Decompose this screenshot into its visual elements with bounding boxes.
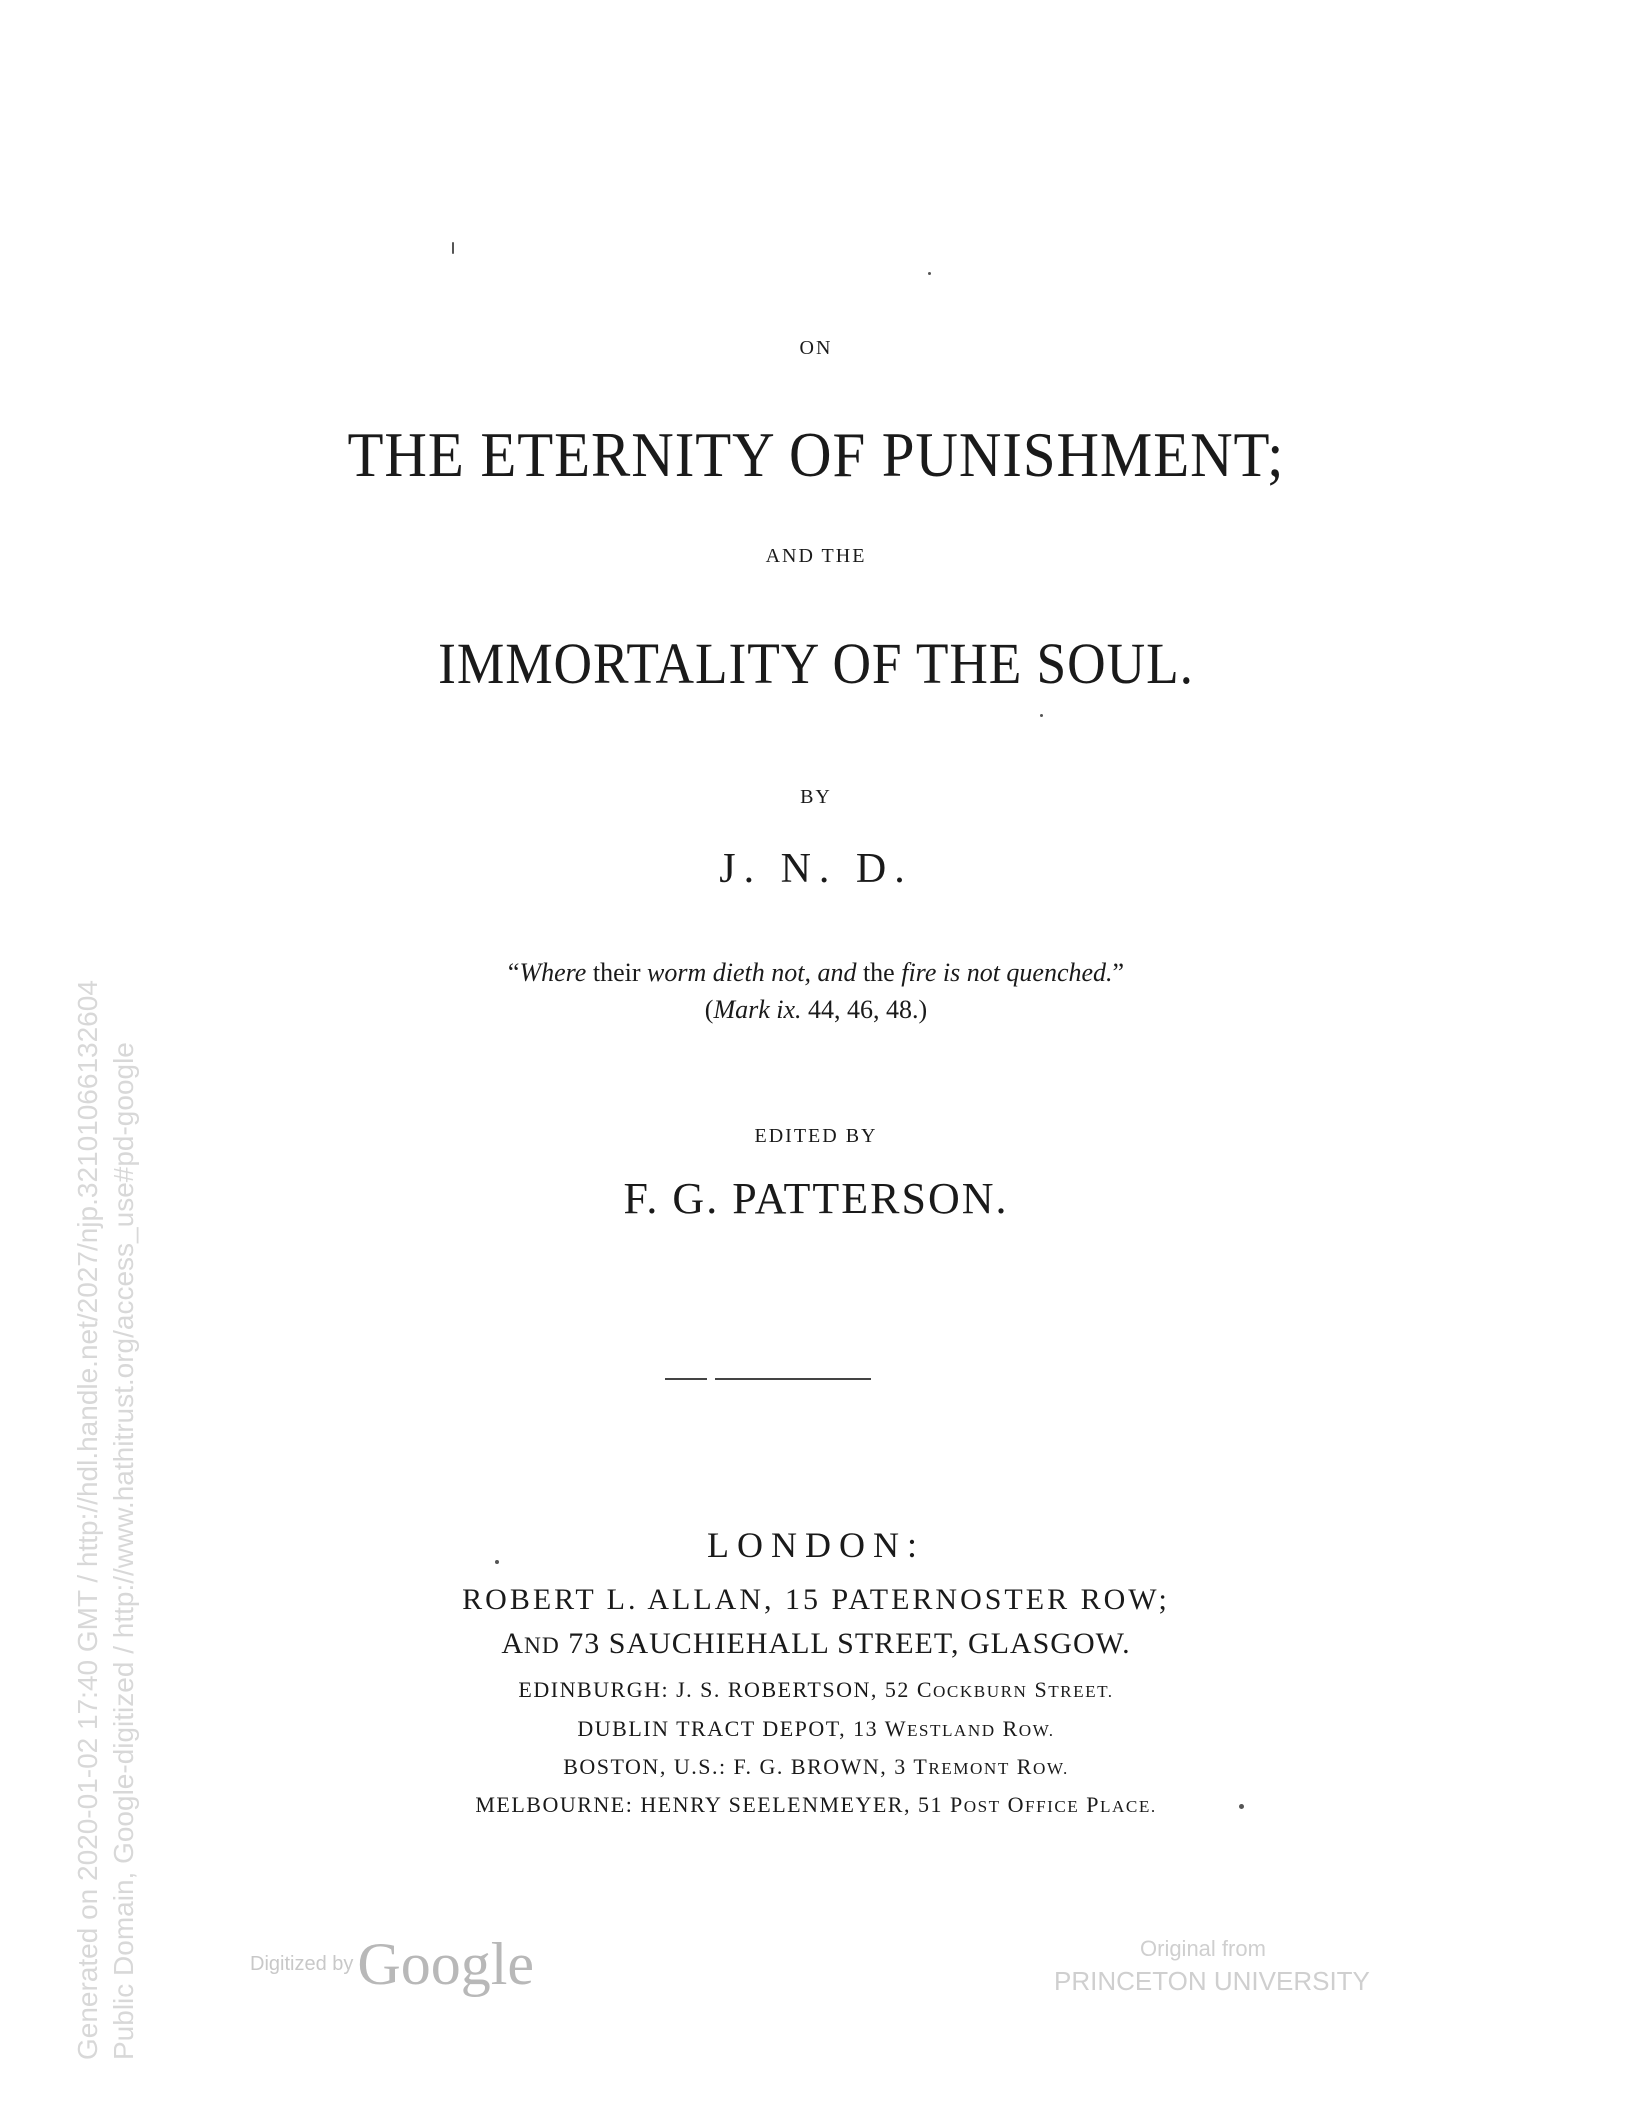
epigraph-word: Where (519, 958, 587, 987)
heading-edited-by: EDITED BY (754, 1125, 878, 1147)
epigraph-word: their (586, 958, 647, 987)
glasgow-and-initial: A (501, 1627, 524, 1660)
agent-smallcap-rest: ESTLAND (906, 1721, 996, 1740)
scan-speck (928, 272, 931, 275)
imprint-agent-dublin (0, 1716, 1632, 1742)
divider-rule (665, 1378, 871, 1380)
scan-speck (452, 242, 454, 254)
heading-on: ON (799, 337, 833, 359)
agent-smallcap-rest: OST (963, 1797, 1001, 1816)
author-initials: J. N. D. (719, 846, 913, 892)
glasgow-and-rest: ND (524, 1633, 560, 1659)
epigraph-word: worm dieth not, (647, 958, 811, 987)
agent-smallcap-initial: C (916, 1677, 934, 1702)
epigraph (0, 958, 1632, 988)
epigraph-word: and (817, 958, 857, 987)
agent-smallcap-initial: R (1016, 1754, 1033, 1779)
secondary-title: IMMORTALITY OF THE SOUL. (438, 631, 1194, 696)
imprint-agent-boston (0, 1754, 1632, 1780)
agent-smallcap-rest: TREET. (1048, 1682, 1114, 1701)
imprint-glasgow (0, 1627, 1632, 1661)
epigraph-word: the (856, 958, 902, 987)
agent-smallcap-initial: S (1034, 1677, 1049, 1702)
agent-smallcap-rest: REMONT (928, 1759, 1010, 1778)
main-title: THE ETERNITY OF PUNISHMENT; (347, 419, 1285, 490)
digitized-by-label: Digitized by (250, 1953, 354, 1975)
heading-by: BY (800, 786, 832, 808)
imprint-city: LONDON: (707, 1525, 925, 1565)
glasgow-address: 73 SAUCHIEHALL STREET, GLASGOW. (559, 1627, 1131, 1660)
imprint-agent-melbourne (0, 1792, 1632, 1818)
hathitrust-watermark (70, 980, 142, 2060)
agent-smallcap-initial: W (884, 1716, 907, 1741)
original-from-label: Original from (1140, 1936, 1266, 1961)
epigraph-reference (0, 995, 1632, 1025)
agent-lead-text: DUBLIN TRACT DEPOT, 13 (577, 1716, 885, 1741)
reference-open: ( (704, 995, 714, 1024)
agent-smallcap-initial: O (1007, 1792, 1026, 1817)
heading-and-the: AND THE (765, 545, 867, 567)
epigraph-word: fire is not quenched. (901, 958, 1113, 987)
epigraph-open-quote: “ (507, 958, 520, 987)
epigraph-close-quote: ” (1112, 958, 1125, 987)
agent-smallcap-initial: T (913, 1754, 929, 1779)
reference-close: ) (918, 995, 928, 1024)
scan-speck (1040, 714, 1043, 717)
agent-smallcap-rest: LACE. (1100, 1797, 1157, 1816)
agent-smallcap-initial: R (1002, 1716, 1019, 1741)
agent-smallcap-initial: P (1086, 1792, 1101, 1817)
agent-lead-text: BOSTON, U.S.: F. G. BROWN, 3 (563, 1754, 914, 1779)
agent-smallcap-rest: FFICE (1025, 1797, 1080, 1816)
imprint-publisher: ROBERT L. ALLAN, 15 PATERNOSTER ROW; (462, 1583, 1170, 1616)
watermark-line-public-domain: Public Domain, Google-digitized / http://www.hathitrust.org/access_use#pd-google (108, 1042, 139, 2060)
watermark-line-generated: Generated on 2020-01-02 17:40 GMT / http://hdl.handle.net/2027/njp.32101066132604 (72, 980, 103, 2060)
agent-smallcap-rest: OW. (1018, 1721, 1055, 1740)
agent-lead-text: EDINBURGH: J. S. ROBERTSON, 52 (518, 1677, 917, 1702)
reference-verses: 44, 46, 48. (801, 995, 919, 1024)
editor-name: F. G. PATTERSON. (623, 1174, 1009, 1223)
imprint-agent-edinburgh (0, 1677, 1632, 1703)
agent-smallcap-initial: P (949, 1792, 964, 1817)
google-logo: Google (357, 1931, 535, 1997)
agent-lead-text: MELBOURNE: HENRY SEELENMEYER, 51 (475, 1792, 950, 1817)
princeton-university-label: PRINCETON UNIVERSITY (1054, 1966, 1370, 1996)
agent-smallcap-rest: OW. (1032, 1759, 1069, 1778)
agent-smallcap-rest: OCKBURN (933, 1682, 1028, 1701)
digitized-by-google (250, 1930, 534, 1999)
reference-book: Mark ix. (713, 995, 802, 1024)
